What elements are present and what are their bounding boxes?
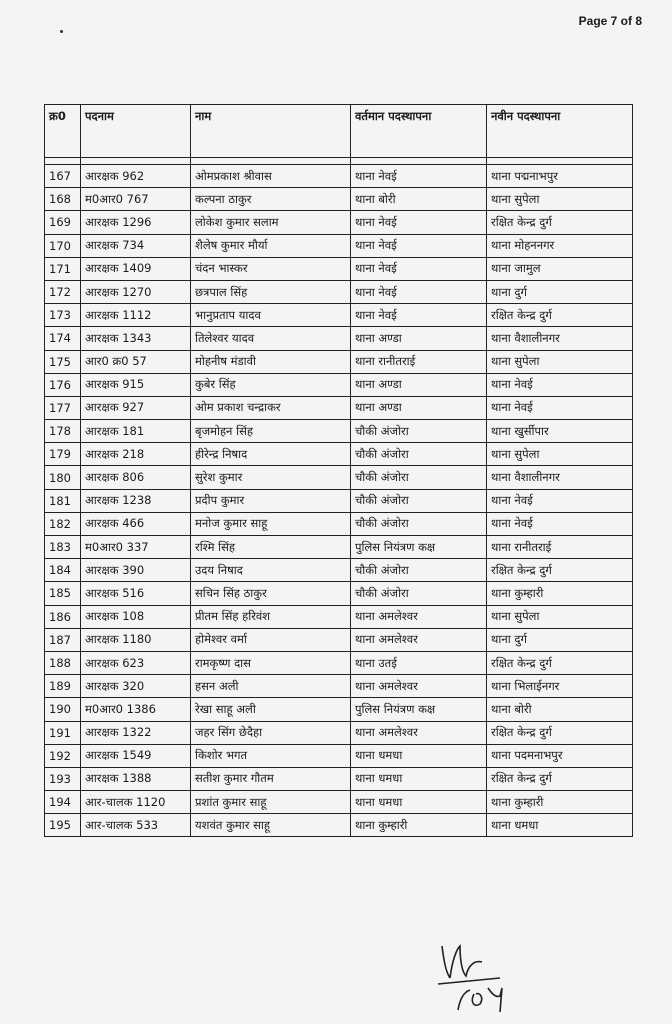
cell-new-posting: थाना वैशालीनगर [487, 466, 633, 489]
cell-current-posting: थाना अमलेश्वर [351, 628, 487, 651]
table-row [45, 767, 633, 790]
table-row [45, 721, 633, 744]
cell-serial: 176 [45, 373, 81, 396]
cell-new-posting: रक्षित केन्द्र दुर्ग [487, 651, 633, 674]
cell-name: यशवंत कुमार साहू [191, 814, 351, 837]
cell-serial: 184 [45, 559, 81, 582]
cell-serial: 173 [45, 304, 81, 327]
cell-name: सचिन सिंह ठाकुर [191, 582, 351, 605]
cell-current-posting: पुलिस नियंत्रण कक्ष [351, 536, 487, 559]
scan-mark [60, 30, 63, 33]
cell-current-posting: थाना अमलेश्वर [351, 675, 487, 698]
cell-name: चंदन भास्कर [191, 257, 351, 280]
table-row [45, 443, 633, 466]
cell-current-posting: चौकी अंजोरा [351, 489, 487, 512]
cell-serial: 168 [45, 188, 81, 211]
cell-designation: आरक्षक 466 [81, 512, 191, 535]
cell-serial: 190 [45, 698, 81, 721]
cell-serial: 189 [45, 675, 81, 698]
header-serial: क्र0 [45, 105, 81, 158]
cell-new-posting: थाना पदमनाभपुर [487, 744, 633, 767]
cell-designation: आरक्षक 1343 [81, 327, 191, 350]
cell-name: रामकृष्ण दास [191, 651, 351, 674]
cell-designation: म0आर0 1386 [81, 698, 191, 721]
cell-name: ओमप्रकाश श्रीवास [191, 165, 351, 188]
cell-current-posting: थाना कुम्हारी [351, 814, 487, 837]
cell-serial: 172 [45, 280, 81, 303]
cell-designation: आरक्षक 623 [81, 651, 191, 674]
cell-serial: 193 [45, 767, 81, 790]
cell-name: तिलेश्वर यादव [191, 327, 351, 350]
spacer-cell [45, 158, 81, 165]
table-row [45, 791, 633, 814]
cell-designation: म0आर0 767 [81, 188, 191, 211]
table-row [45, 304, 633, 327]
cell-name: होमेश्वर वर्मा [191, 628, 351, 651]
cell-name: रश्मि सिंह [191, 536, 351, 559]
cell-new-posting: थाना मोहननगर [487, 234, 633, 257]
cell-current-posting: चौकी अंजोरा [351, 466, 487, 489]
table-body [45, 158, 633, 837]
table-row [45, 420, 633, 443]
cell-current-posting: थाना नेवई [351, 165, 487, 188]
cell-new-posting: रक्षित केन्द्र दुर्ग [487, 211, 633, 234]
cell-new-posting: थाना रानीतराई [487, 536, 633, 559]
table-row [45, 327, 633, 350]
table-row [45, 257, 633, 280]
spacer-cell [191, 158, 351, 165]
cell-new-posting: थाना नेवई [487, 373, 633, 396]
cell-current-posting: थाना नेवई [351, 280, 487, 303]
cell-designation: आरक्षक 1549 [81, 744, 191, 767]
cell-name: शैलेष कुमार मौर्या [191, 234, 351, 257]
cell-designation: आर-चालक 1120 [81, 791, 191, 814]
cell-name: मोहनीष मंडावी [191, 350, 351, 373]
cell-designation: आरक्षक 108 [81, 605, 191, 628]
table-row [45, 814, 633, 837]
cell-name: उदय निषाद [191, 559, 351, 582]
table-row [45, 512, 633, 535]
cell-new-posting: थाना दुर्ग [487, 628, 633, 651]
cell-name: प्रीतम सिंह हरिवंश [191, 605, 351, 628]
cell-current-posting: थाना नेवई [351, 304, 487, 327]
table-row [45, 582, 633, 605]
cell-name: भानुप्रताप यादव [191, 304, 351, 327]
table-header-row [45, 105, 633, 158]
cell-new-posting: थाना नेवई [487, 489, 633, 512]
table-row [45, 698, 633, 721]
cell-new-posting: थाना धमधा [487, 814, 633, 837]
cell-name: छत्रपाल सिंह [191, 280, 351, 303]
cell-name: मनोज कुमार साहू [191, 512, 351, 535]
cell-name: लोकेश कुमार सलाम [191, 211, 351, 234]
header-designation: पदनाम [81, 105, 191, 158]
table-row [45, 628, 633, 651]
cell-name: सतीश कुमार गौतम [191, 767, 351, 790]
cell-name: हीरेन्द्र निषाद [191, 443, 351, 466]
table-row [45, 744, 633, 767]
cell-current-posting: थाना अमलेश्वर [351, 605, 487, 628]
table-row [45, 559, 633, 582]
cell-serial: 191 [45, 721, 81, 744]
cell-designation: आरक्षक 1388 [81, 767, 191, 790]
cell-new-posting: थाना नेवई [487, 396, 633, 419]
cell-new-posting: थाना वैशालीनगर [487, 327, 633, 350]
cell-serial: 183 [45, 536, 81, 559]
cell-serial: 181 [45, 489, 81, 512]
cell-current-posting: चौकी अंजोरा [351, 443, 487, 466]
cell-current-posting: थाना धमधा [351, 744, 487, 767]
cell-designation: आरक्षक 915 [81, 373, 191, 396]
cell-new-posting: थाना खुर्सीपार [487, 420, 633, 443]
cell-current-posting: थाना धमधा [351, 767, 487, 790]
table-row [45, 280, 633, 303]
cell-name: बृजमोहन सिंह [191, 420, 351, 443]
cell-current-posting: थाना नेवई [351, 257, 487, 280]
cell-current-posting: थाना अण्डा [351, 396, 487, 419]
cell-serial: 170 [45, 234, 81, 257]
cell-serial: 178 [45, 420, 81, 443]
table-row [45, 536, 633, 559]
spacer-cell [81, 158, 191, 165]
header-current-posting: वर्तमान पदस्थापना [351, 105, 487, 158]
table-row [45, 489, 633, 512]
cell-serial: 188 [45, 651, 81, 674]
table-row [45, 651, 633, 674]
cell-designation: आरक्षक 927 [81, 396, 191, 419]
cell-serial: 169 [45, 211, 81, 234]
cell-new-posting: थाना दुर्ग [487, 280, 633, 303]
cell-serial: 194 [45, 791, 81, 814]
header-spacer-row [45, 158, 633, 165]
cell-new-posting: थाना कुम्हारी [487, 582, 633, 605]
cell-new-posting: थाना कुम्हारी [487, 791, 633, 814]
cell-current-posting: चौकी अंजोरा [351, 559, 487, 582]
cell-designation: आर0 क्र0 57 [81, 350, 191, 373]
cell-current-posting: चौकी अंजोरा [351, 582, 487, 605]
cell-designation: आरक्षक 962 [81, 165, 191, 188]
table-row [45, 396, 633, 419]
cell-serial: 167 [45, 165, 81, 188]
cell-designation: आरक्षक 734 [81, 234, 191, 257]
cell-name: प्रशांत कुमार साहू [191, 791, 351, 814]
cell-current-posting: थाना धमधा [351, 791, 487, 814]
cell-current-posting: थाना बोरी [351, 188, 487, 211]
spacer-cell [351, 158, 487, 165]
cell-serial: 179 [45, 443, 81, 466]
cell-new-posting: थाना नेवई [487, 512, 633, 535]
cell-current-posting: थाना रानीतराई [351, 350, 487, 373]
cell-name: जहर सिंग छेदैहा [191, 721, 351, 744]
cell-designation: आरक्षक 390 [81, 559, 191, 582]
cell-serial: 177 [45, 396, 81, 419]
cell-current-posting: थाना नेवई [351, 234, 487, 257]
cell-new-posting: रक्षित केन्द्र दुर्ग [487, 559, 633, 582]
cell-designation: आरक्षक 181 [81, 420, 191, 443]
header-new-posting: नवीन पदस्थापना [487, 105, 633, 158]
cell-new-posting: थाना सुपेला [487, 443, 633, 466]
cell-name: किशोर भगत [191, 744, 351, 767]
table-row [45, 211, 633, 234]
cell-name: सुरेश कुमार [191, 466, 351, 489]
cell-designation: आरक्षक 218 [81, 443, 191, 466]
cell-current-posting: पुलिस नियंत्रण कक्ष [351, 698, 487, 721]
header-name: नाम [191, 105, 351, 158]
cell-name: कल्पना ठाकुर [191, 188, 351, 211]
cell-designation: आरक्षक 1296 [81, 211, 191, 234]
table-row [45, 188, 633, 211]
cell-designation: म0आर0 337 [81, 536, 191, 559]
cell-name: प्रदीप कुमार [191, 489, 351, 512]
spacer-cell [487, 158, 633, 165]
table-row [45, 165, 633, 188]
cell-new-posting: रक्षित केन्द्र दुर्ग [487, 767, 633, 790]
cell-current-posting: थाना उतई [351, 651, 487, 674]
cell-designation: आरक्षक 516 [81, 582, 191, 605]
cell-name: ओम प्रकाश चन्द्राकर [191, 396, 351, 419]
table-row [45, 675, 633, 698]
table-row [45, 373, 633, 396]
cell-serial: 182 [45, 512, 81, 535]
cell-serial: 175 [45, 350, 81, 373]
cell-serial: 180 [45, 466, 81, 489]
cell-new-posting: थाना पद्मनाभपुर [487, 165, 633, 188]
table-row [45, 350, 633, 373]
cell-current-posting: थाना अमलेश्वर [351, 721, 487, 744]
cell-new-posting: रक्षित केन्द्र दुर्ग [487, 304, 633, 327]
cell-designation: आरक्षक 1409 [81, 257, 191, 280]
cell-current-posting: थाना अण्डा [351, 327, 487, 350]
cell-serial: 186 [45, 605, 81, 628]
cell-designation: आरक्षक 806 [81, 466, 191, 489]
table-row [45, 605, 633, 628]
cell-new-posting: थाना जामुल [487, 257, 633, 280]
cell-serial: 185 [45, 582, 81, 605]
page-number-label: Page 7 of 8 [578, 14, 642, 28]
cell-new-posting: थाना भिलाईनगर [487, 675, 633, 698]
cell-new-posting: थाना बोरी [487, 698, 633, 721]
cell-designation: आरक्षक 1322 [81, 721, 191, 744]
cell-serial: 195 [45, 814, 81, 837]
handwritten-signature [430, 932, 540, 1012]
table-row [45, 466, 633, 489]
cell-serial: 187 [45, 628, 81, 651]
cell-new-posting: थाना सुपेला [487, 350, 633, 373]
cell-designation: आर-चालक 533 [81, 814, 191, 837]
cell-serial: 174 [45, 327, 81, 350]
cell-serial: 171 [45, 257, 81, 280]
cell-name: कुबेर सिंह [191, 373, 351, 396]
cell-current-posting: चौकी अंजोरा [351, 512, 487, 535]
cell-current-posting: थाना अण्डा [351, 373, 487, 396]
cell-designation: आरक्षक 1238 [81, 489, 191, 512]
cell-designation: आरक्षक 320 [81, 675, 191, 698]
cell-serial: 192 [45, 744, 81, 767]
table-row [45, 234, 633, 257]
cell-name: रेखा साहू अली [191, 698, 351, 721]
cell-designation: आरक्षक 1180 [81, 628, 191, 651]
cell-new-posting: रक्षित केन्द्र दुर्ग [487, 721, 633, 744]
cell-current-posting: चौकी अंजोरा [351, 420, 487, 443]
cell-new-posting: थाना सुपेला [487, 605, 633, 628]
cell-designation: आरक्षक 1112 [81, 304, 191, 327]
cell-new-posting: थाना सुपेला [487, 188, 633, 211]
transfer-list-table [44, 104, 633, 837]
cell-name: हसन अली [191, 675, 351, 698]
cell-designation: आरक्षक 1270 [81, 280, 191, 303]
cell-current-posting: थाना नेवई [351, 211, 487, 234]
